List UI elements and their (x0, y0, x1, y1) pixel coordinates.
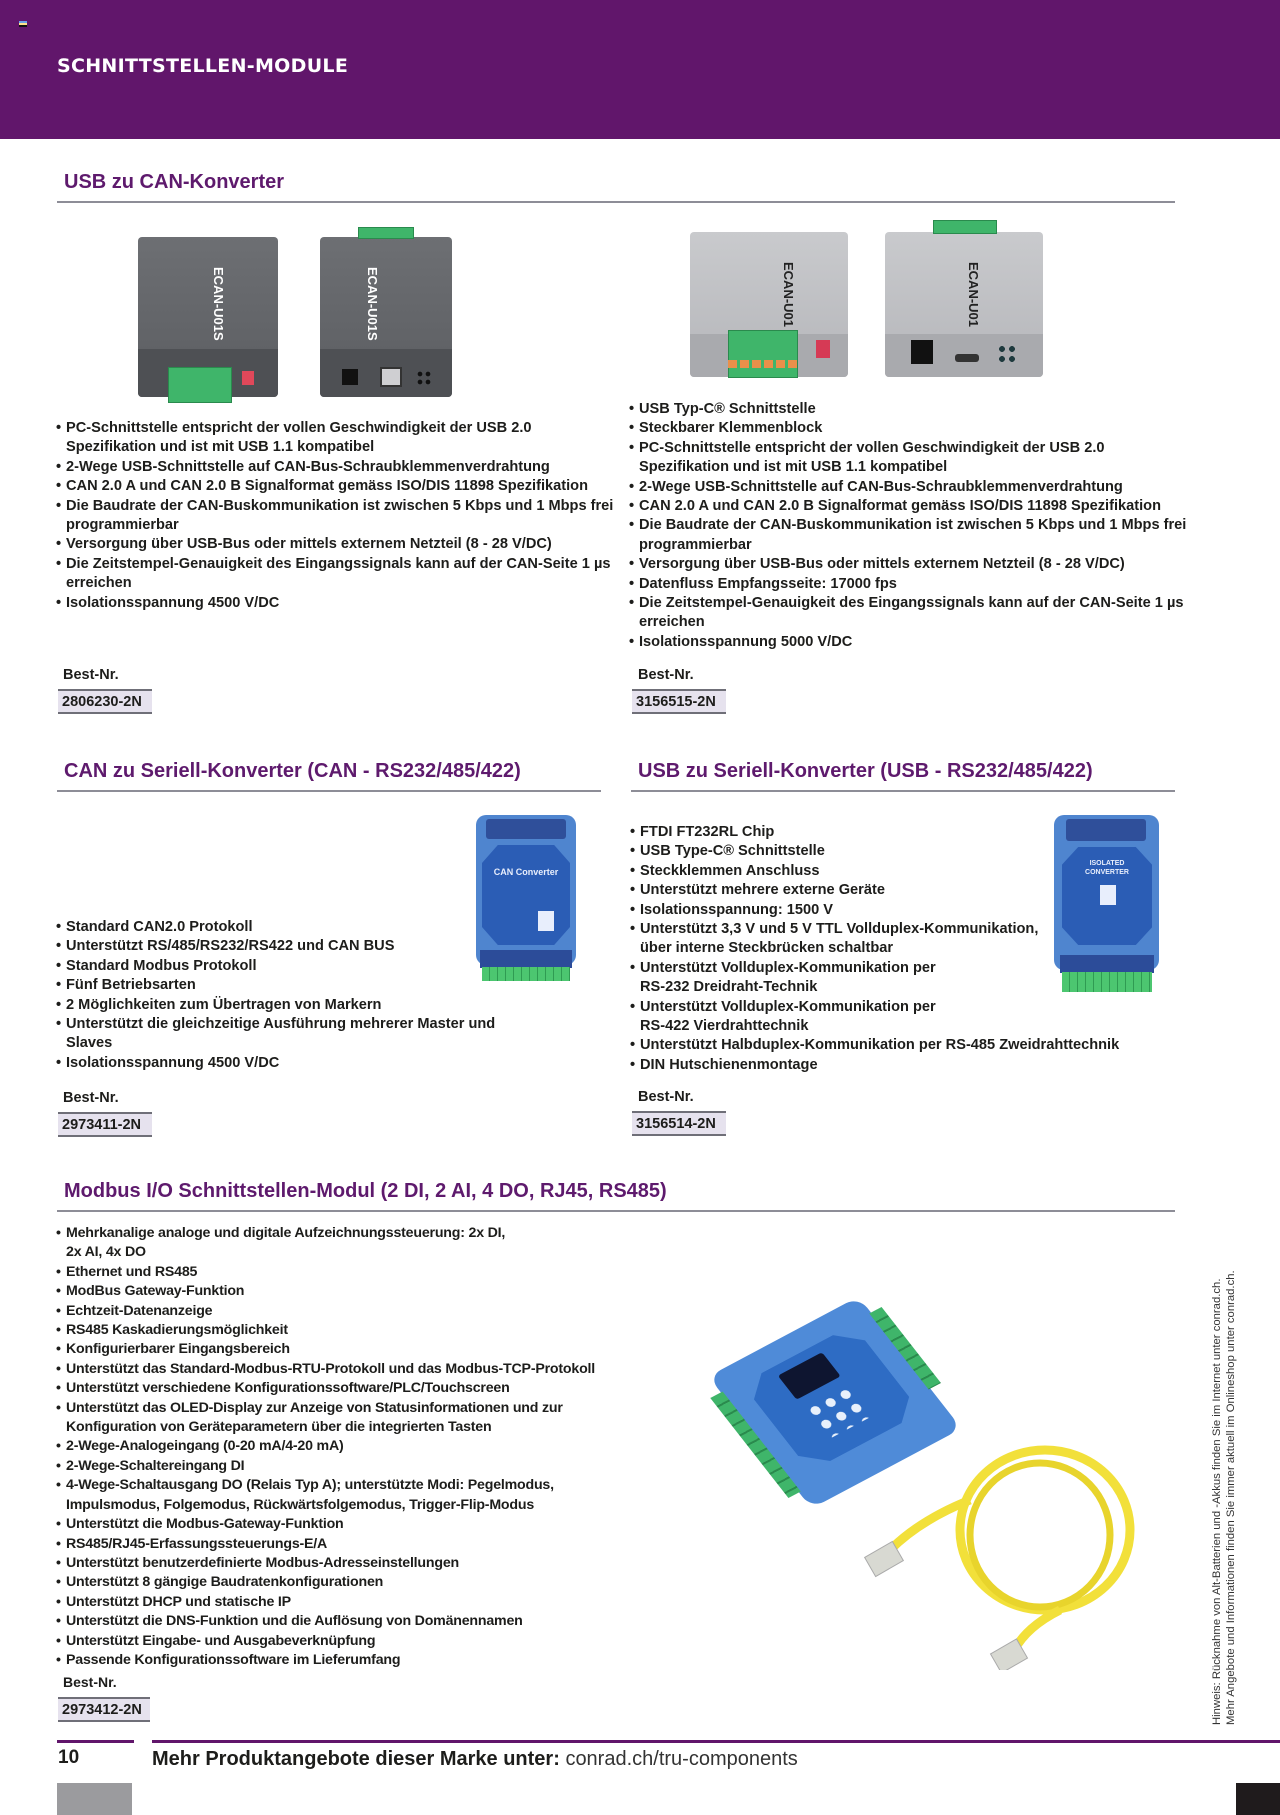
feature-item: • Die Baudrate der CAN-Buskommunikation ist zwischen 5 Kbps und 1 Mbps frei programmierbar (56, 497, 616, 536)
order-number-label: Best-Nr. (63, 1090, 119, 1106)
order-number[interactable]: 3156515-2N (632, 689, 726, 714)
feature-item: • 2-Wege-Schaltereingang DI (56, 1457, 656, 1476)
order-number-label: Best-Nr. (63, 667, 119, 683)
feature-item: • Isolationsspannung 5000 V/DC (629, 633, 1189, 652)
feature-item: • Unterstützt 3,3 V und 5 V TTL Vollduplex-Kommunikation, über interne Steckbrücken schaltbar (630, 920, 1040, 959)
device-back-view: ECAN-U01S (320, 237, 452, 397)
feature-item: • Isolationsspannung 4500 V/DC (56, 1054, 526, 1073)
footer-divider (152, 1740, 1280, 1743)
feature-item: • Unterstützt 8 gängige Baudratenkonfigurationen (56, 1573, 656, 1592)
feature-item: • Die Baudrate der CAN-Buskommunikation ist zwischen 5 Kbps und 1 Mbps frei programmierbar (629, 516, 1189, 555)
feature-item: • Unterstützt die DNS-Funktion und die Auflösung von Domänennamen (56, 1612, 656, 1631)
brand-url-link[interactable]: conrad.ch/tru-components (565, 1748, 798, 1770)
feature-item: • Unterstützt Vollduplex-Kommunikation per RS-232 Dreidraht-Technik (630, 959, 960, 998)
feature-item: • Die Zeitstempel-Genauigkeit des Eingangssignals kann auf der CAN-Seite 1 µs erreichen (629, 594, 1189, 633)
order-number[interactable]: 2806230-2N (58, 689, 152, 714)
order-number-label: Best-Nr. (638, 667, 694, 683)
section-title-usb-serial: USB zu Seriell-Konverter (USB - RS232/485/422) (638, 760, 1093, 782)
feature-item: • USB Type-C® Schnittstelle (630, 842, 1190, 861)
feature-item: • Standard Modbus Protokoll (56, 957, 526, 976)
feature-list-ecan-u01s (56, 419, 616, 613)
product-image-ecan-u01 (685, 220, 1050, 385)
ethernet-cable-icon (860, 1420, 1180, 1670)
order-number[interactable]: 3156514-2N (632, 1111, 726, 1136)
feature-item: • Unterstützt mehrere externe Geräte (630, 881, 1190, 900)
feature-item: • FTDI FT232RL Chip (630, 823, 1190, 842)
section-title-can-serial: CAN zu Seriell-Konverter (CAN - RS232/485/422) (64, 760, 521, 782)
section-divider (57, 790, 601, 792)
feature-list-can-serial (56, 918, 526, 1073)
feature-item: • Unterstützt die gleichzeitige Ausführung mehrerer Master und Slaves (56, 1015, 526, 1054)
section-divider (57, 1210, 1175, 1212)
feature-item: • Steckbarer Klemmenblock (629, 419, 1189, 438)
feature-item: • Isolationsspannung: 1500 V (630, 901, 1190, 920)
section-title-modbus-io: Modbus I/O Schnittstellen-Modul (2 DI, 2 AI, 4 DO, RJ45, RS485) (64, 1180, 667, 1202)
page-title: SCHNITTSTELLEN-MODULE (57, 55, 349, 77)
product-image-can-converter: CAN Converter (476, 815, 576, 995)
section-divider (57, 201, 1175, 203)
feature-list-ecan-u01 (629, 400, 1189, 652)
feature-item: • RS485 Kaskadierungsmöglichkeit (56, 1321, 656, 1340)
feature-item: • 2-Wege USB-Schnittstelle auf CAN-Bus-Schraubklemmenverdrahtung (56, 458, 616, 477)
feature-item: • CAN 2.0 A und CAN 2.0 B Signalformat gemäss ISO/DIS 11898 Spezifikation (629, 497, 1189, 516)
feature-item: • RS485/RJ45-Erfassungssteuerungs-E/A (56, 1535, 656, 1554)
feature-item: • Unterstützt RS/485/RS232/RS422 und CAN BUS (56, 937, 526, 956)
feature-item: • CAN 2.0 A und CAN 2.0 B Signalformat gemäss ISO/DIS 11898 Spezifikation (56, 477, 616, 496)
feature-item: • Unterstützt DHCP und statische IP (56, 1593, 656, 1612)
feature-item: • 4-Wege-Schaltausgang DO (Relais Typ A); unterstützte Modi: Pegelmodus, Impulsmodus, Folgemodus, Rückwärtsfolgemodus, Trigger-Flip-Modus (56, 1476, 616, 1515)
feature-item: • 2-Wege-Analogeingang (0-20 mA/4-20 mA) (56, 1437, 656, 1456)
feature-item: • Isolationsspannung 4500 V/DC (56, 594, 616, 613)
feature-item: • Unterstützt Halbduplex-Kommunikation per RS-485 Zweidrahttechnik (630, 1036, 1190, 1055)
feature-item: • Unterstützt das OLED-Display zur Anzeige von Statusinformationen und zur Konfiguration von Geräteparametern über die integrierten Tasten (56, 1399, 626, 1438)
feature-item: • Versorgung über USB-Bus oder mittels externem Netzteil (8 - 28 V/DC) (629, 555, 1189, 574)
product-image-ecan-u01s (138, 225, 458, 410)
feature-item: • Mehrkanalige analoge und digitale Aufzeichnungssteuerung: 2x DI, 2x AI, 4x DO (56, 1224, 506, 1263)
page-header (0, 0, 1280, 139)
footer-dark-block (1236, 1783, 1280, 1815)
section-title-usb-can: USB zu CAN-Konverter (64, 171, 285, 193)
feature-item: • Unterstützt die Modbus-Gateway-Funktion (56, 1515, 656, 1534)
feature-item: • Unterstützt benutzerdefinierte Modbus-Adresseinstellungen (56, 1554, 656, 1573)
footer-divider (57, 1740, 134, 1743)
feature-item: • Unterstützt verschiedene Konfigurationssoftware/PLC/Touchscreen (56, 1379, 656, 1398)
feature-item: • Ethernet und RS485 (56, 1263, 656, 1282)
device-front-view: ECAN-U01S (138, 237, 278, 397)
device-back-view: ECAN-U01 (885, 232, 1043, 377)
product-image-isolated-converter: ISOLATED CONVERTER (1054, 815, 1159, 997)
feature-item: • Datenfluss Empfangsseite: 17000 fps (629, 575, 1189, 594)
product-image-modbus-io (730, 1300, 1180, 1670)
order-number[interactable]: 2973412-2N (58, 1697, 150, 1722)
feature-item: • Unterstützt Vollduplex-Kommunikation per RS-422 Vierdrahttechnik (630, 998, 960, 1037)
order-number-label: Best-Nr. (63, 1674, 117, 1690)
feature-item: • Echtzeit-Datenanzeige (56, 1302, 656, 1321)
order-number[interactable]: 2973411-2N (58, 1112, 152, 1137)
feature-item: • PC-Schnittstelle entspricht der vollen Geschwindigkeit der USB 2.0 Spezifikation und ist mit USB 1.1 kompatibel (56, 419, 616, 458)
side-note: Hinweis: Rücknahme von Alt-Batterien und -Akkus finden Sie im Internet unter conrad.ch. Mehr Angebote und Informationen finden Sie immer aktuell im Onlineshop unter conrad.ch. (1211, 1270, 1237, 1725)
feature-item: • Standard CAN2.0 Protokoll (56, 918, 526, 937)
section-divider (631, 790, 1175, 792)
feature-item: • Unterstützt das Standard-Modbus-RTU-Protokoll und das Modbus-TCP-Protokoll (56, 1360, 656, 1379)
feature-item: • Steckklemmen Anschluss (630, 862, 1190, 881)
feature-item: • Die Zeitstempel-Genauigkeit des Eingangssignals kann auf der CAN-Seite 1 µs erreichen (56, 555, 616, 594)
flag-icon (19, 21, 27, 28)
feature-item: • Konfigurierbarer Eingangsbereich (56, 1340, 656, 1359)
order-number-label: Best-Nr. (638, 1089, 694, 1105)
feature-list-modbus-io (56, 1224, 656, 1670)
feature-item: • 2-Wege USB-Schnittstelle auf CAN-Bus-Schraubklemmenverdrahtung (629, 478, 1189, 497)
feature-item: • Versorgung über USB-Bus oder mittels externem Netzteil (8 - 28 V/DC) (56, 535, 616, 554)
feature-item: • Unterstützt Eingabe- und Ausgabeverknüpfung (56, 1632, 656, 1651)
footer-gray-block (57, 1783, 132, 1815)
feature-item: • Passende Konfigurationssoftware im Lieferumfang (56, 1651, 656, 1670)
device-front-view: ECAN-U01 (690, 232, 848, 377)
feature-list-usb-serial (630, 823, 1190, 1075)
page-number: 10 (58, 1747, 80, 1768)
feature-item: • 2 Möglichkeiten zum Übertragen von Markern (56, 996, 526, 1015)
footer-brand-link: Mehr Produktangebote dieser Marke unter: conrad.ch/tru-components (152, 1748, 798, 1770)
feature-item: • USB Typ-C® Schnittstelle (629, 400, 1189, 419)
feature-item: • DIN Hutschienenmontage (630, 1056, 1190, 1075)
feature-item: • ModBus Gateway-Funktion (56, 1282, 656, 1301)
feature-item: • Fünf Betriebsarten (56, 976, 526, 995)
feature-item: • PC-Schnittstelle entspricht der vollen Geschwindigkeit der USB 2.0 Spezifikation und ist mit USB 1.1 kompatibel (629, 439, 1189, 478)
